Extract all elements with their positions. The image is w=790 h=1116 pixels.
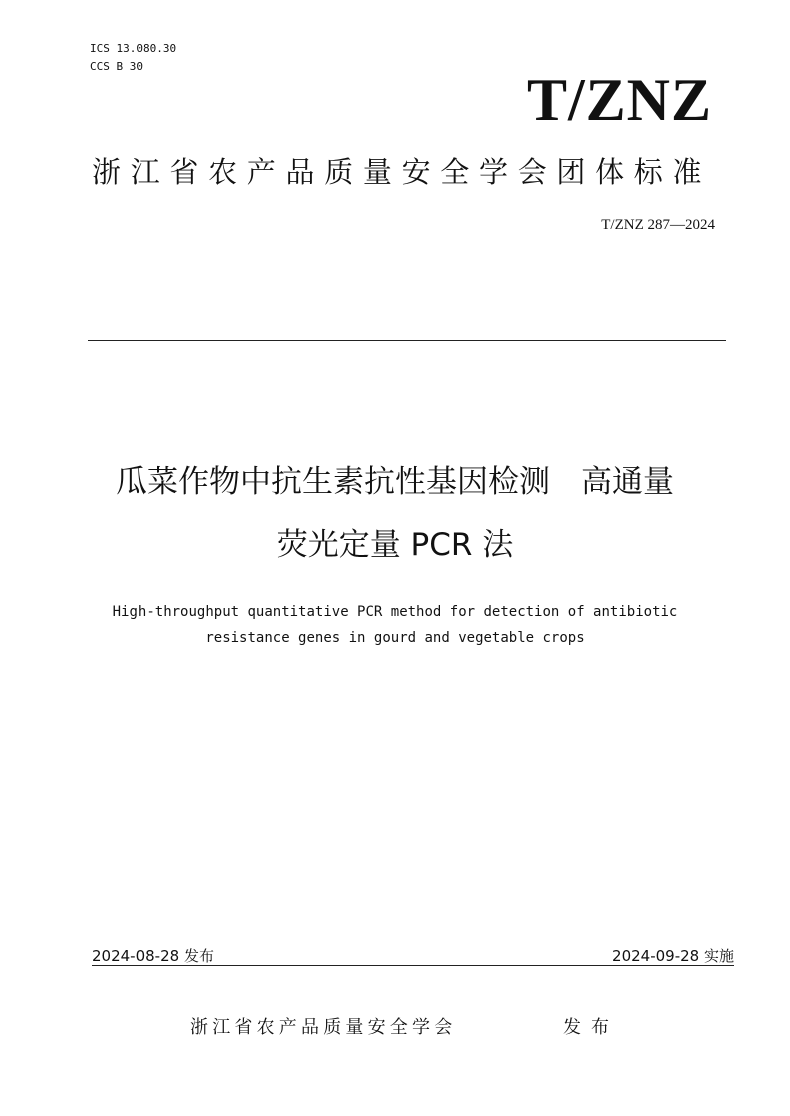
classification-codes (90, 40, 176, 76)
issue-date: 2024-08-28 发布 (92, 947, 214, 965)
chinese-title-line-1: 瓜菜作物中抗生素抗性基因检测 高通量 (116, 464, 674, 500)
ics-code: ICS 13.080.30 (90, 42, 177, 55)
ccs-code: CCS B 30 (90, 60, 143, 73)
standard-number: T/ZNZ 287—2024 (601, 217, 715, 233)
english-title-line-2: resistance genes in gourd and vegetable crops (205, 630, 585, 646)
organization-code: T/ZNZ (526, 67, 712, 133)
english-title-line-1: High-throughput quantitative PCR method for detection of antibiotic (112, 604, 678, 620)
publish-label: 发布 (563, 1017, 619, 1038)
bottom-divider (92, 965, 734, 966)
implementation-date: 2024-09-28 实施 (612, 947, 734, 965)
publisher-name: 浙江省农产品质量安全学会 (190, 1017, 457, 1038)
organization-name: 浙江省农产品质量安全学会团体标准 (92, 155, 712, 189)
top-divider (88, 340, 726, 341)
chinese-title-line-2: 荧光定量 PCR 法 (276, 527, 514, 563)
